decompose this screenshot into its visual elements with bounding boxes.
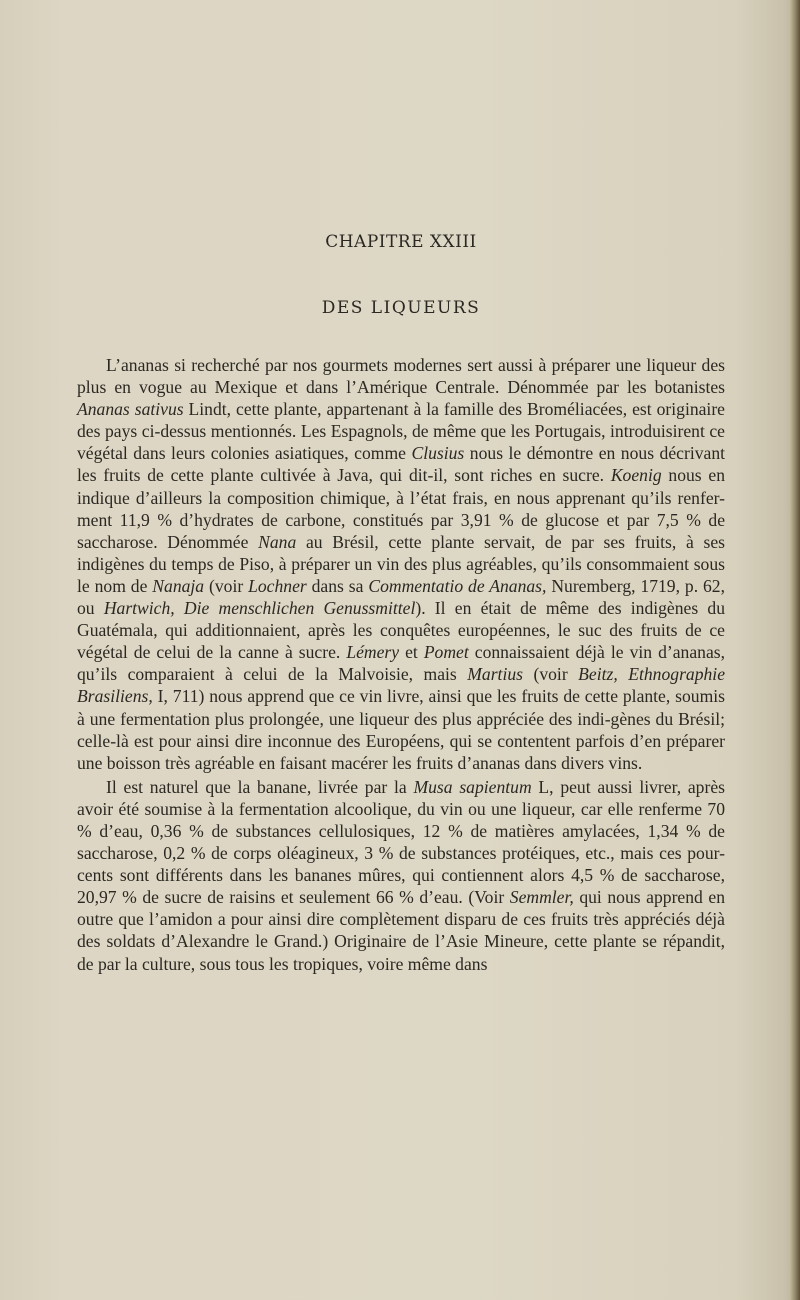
italic-run: Lémery (346, 642, 400, 663)
italic-run: Musa sapientum (413, 776, 532, 797)
text-run: (voir (204, 575, 249, 596)
text-run: Il est naturel que la banane, livrée par la (106, 776, 414, 797)
italic-run: Martius (467, 664, 523, 685)
text-run: nous en indique d’ailleurs la composition chimique, à l’état frais, en nous apprenant qu’ils renfer-ment 11,9 % d’hydrates de carbone, constitués par 3,91 % de glucose et par 7,5 % de saccharose. Dénommée (77, 465, 726, 552)
text-run: ). Il en était de même des indigènes du Guatémala, qui additionnaient, après les conquêtes européennes, le suc des fruits de ce végétal de celui de la canne à sucre. (77, 598, 725, 663)
body-text (77, 354, 725, 975)
italic-run: Ananas sativus (77, 399, 184, 420)
text-run: nous le démontre en nous décrivant les fruits de cette plante cultivée à Java, qui dit-il, sont riches en sucre. (77, 443, 725, 486)
italic-run: Commentatio de Ananas, (368, 575, 547, 596)
italic-run: Beitz, Ethnographie Brasiliens, (77, 664, 725, 707)
text-run: L, peut aussi livrer, après avoir été soumise à la fermentation alcoolique, du vin ou une liqueur, car elle renferme 70 % d’eau, 0,36 % de substances cellulosiques, 12 % de matières amylacées, 1,34 % de saccharose, 0,2 % de corps oléagineux, 3 % de substances protéiques, etc., mais ces pour-cents sont différents dans les bananes mûres, qui contiennent alors 4,5 % de saccharose, 20,97 % de sucre de raisins et seulement 66 % d’eau. (Voir (77, 776, 725, 908)
text-run: dans sa (306, 575, 369, 596)
italic-run: Nanaja (152, 575, 205, 596)
text-run: connaissaient déjà le vin d’ananas, qu’ils comparaient à celui de la Malvoisie, mais (77, 642, 725, 685)
italic-run: Clusius (411, 443, 465, 464)
italic-run: Koenig (610, 465, 662, 486)
text-run: I, 711) nous apprend que ce vin livre, ainsi que les fruits de cette plante, soumis à une fermentation plus prolongée, une liqueur des plus appréciée des indi-gènes du Brésil; celle-là est pour ainsi dire inconnue des Européens, qui se contentent parfois d’en préparer une boisson très agréable en faisant macérer les fruits d’ananas dans divers vins. (77, 686, 725, 773)
text-run: et (399, 642, 424, 663)
italic-run: Pomet (423, 642, 469, 663)
text-run: (voir (522, 664, 579, 685)
italic-run: Lochner (248, 575, 307, 596)
section-title: DES LIQUEURS (321, 298, 481, 318)
text-run: qui nous apprend en outre que l’amidon a pour ainsi dire complètement disparu de ces fruits très appréciés déjà des soldats d’Alexandre le Grand.) Originaire de l’Asie Mineure, cette plante se répandit, de par la culture, sous tous les tropiques, voire même dans (77, 887, 725, 974)
italic-run: Semmler, (509, 887, 574, 908)
italic-run: Nana (258, 531, 297, 552)
chapter-heading: CHAPITRE XXIII (325, 232, 477, 252)
paragraph (77, 354, 725, 774)
paragraph (77, 776, 725, 975)
text-run: au Brésil, cette plante servait, de par ses fruits, à ses indigènes du temps de Piso, à préparer un vin des plus agréables, qu’ils consommaient sous le nom de (77, 531, 725, 596)
page-content (77, 232, 725, 975)
page-edge-shadow (790, 0, 800, 1300)
text-run: Nuremberg, 1719, p. 62, ou (77, 575, 725, 619)
text-run: Lindt, cette plante, appartenant à la famille des Broméliacées, est originaire des pays ci-dessus mentionnés. Les Espagnols, de même que les Portugais, introduisirent ce végétal dans leurs colonies asiatiques, comme (77, 399, 725, 464)
text-run: L’ananas si recherché par nos gourmets modernes sert aussi à préparer une liqueur des plus en vogue au Mexique et dans l’Amérique Centrale. Dénommée par les botanistes (77, 355, 725, 398)
italic-run: Hartwich, Die menschlichen Genussmittel (103, 598, 416, 619)
